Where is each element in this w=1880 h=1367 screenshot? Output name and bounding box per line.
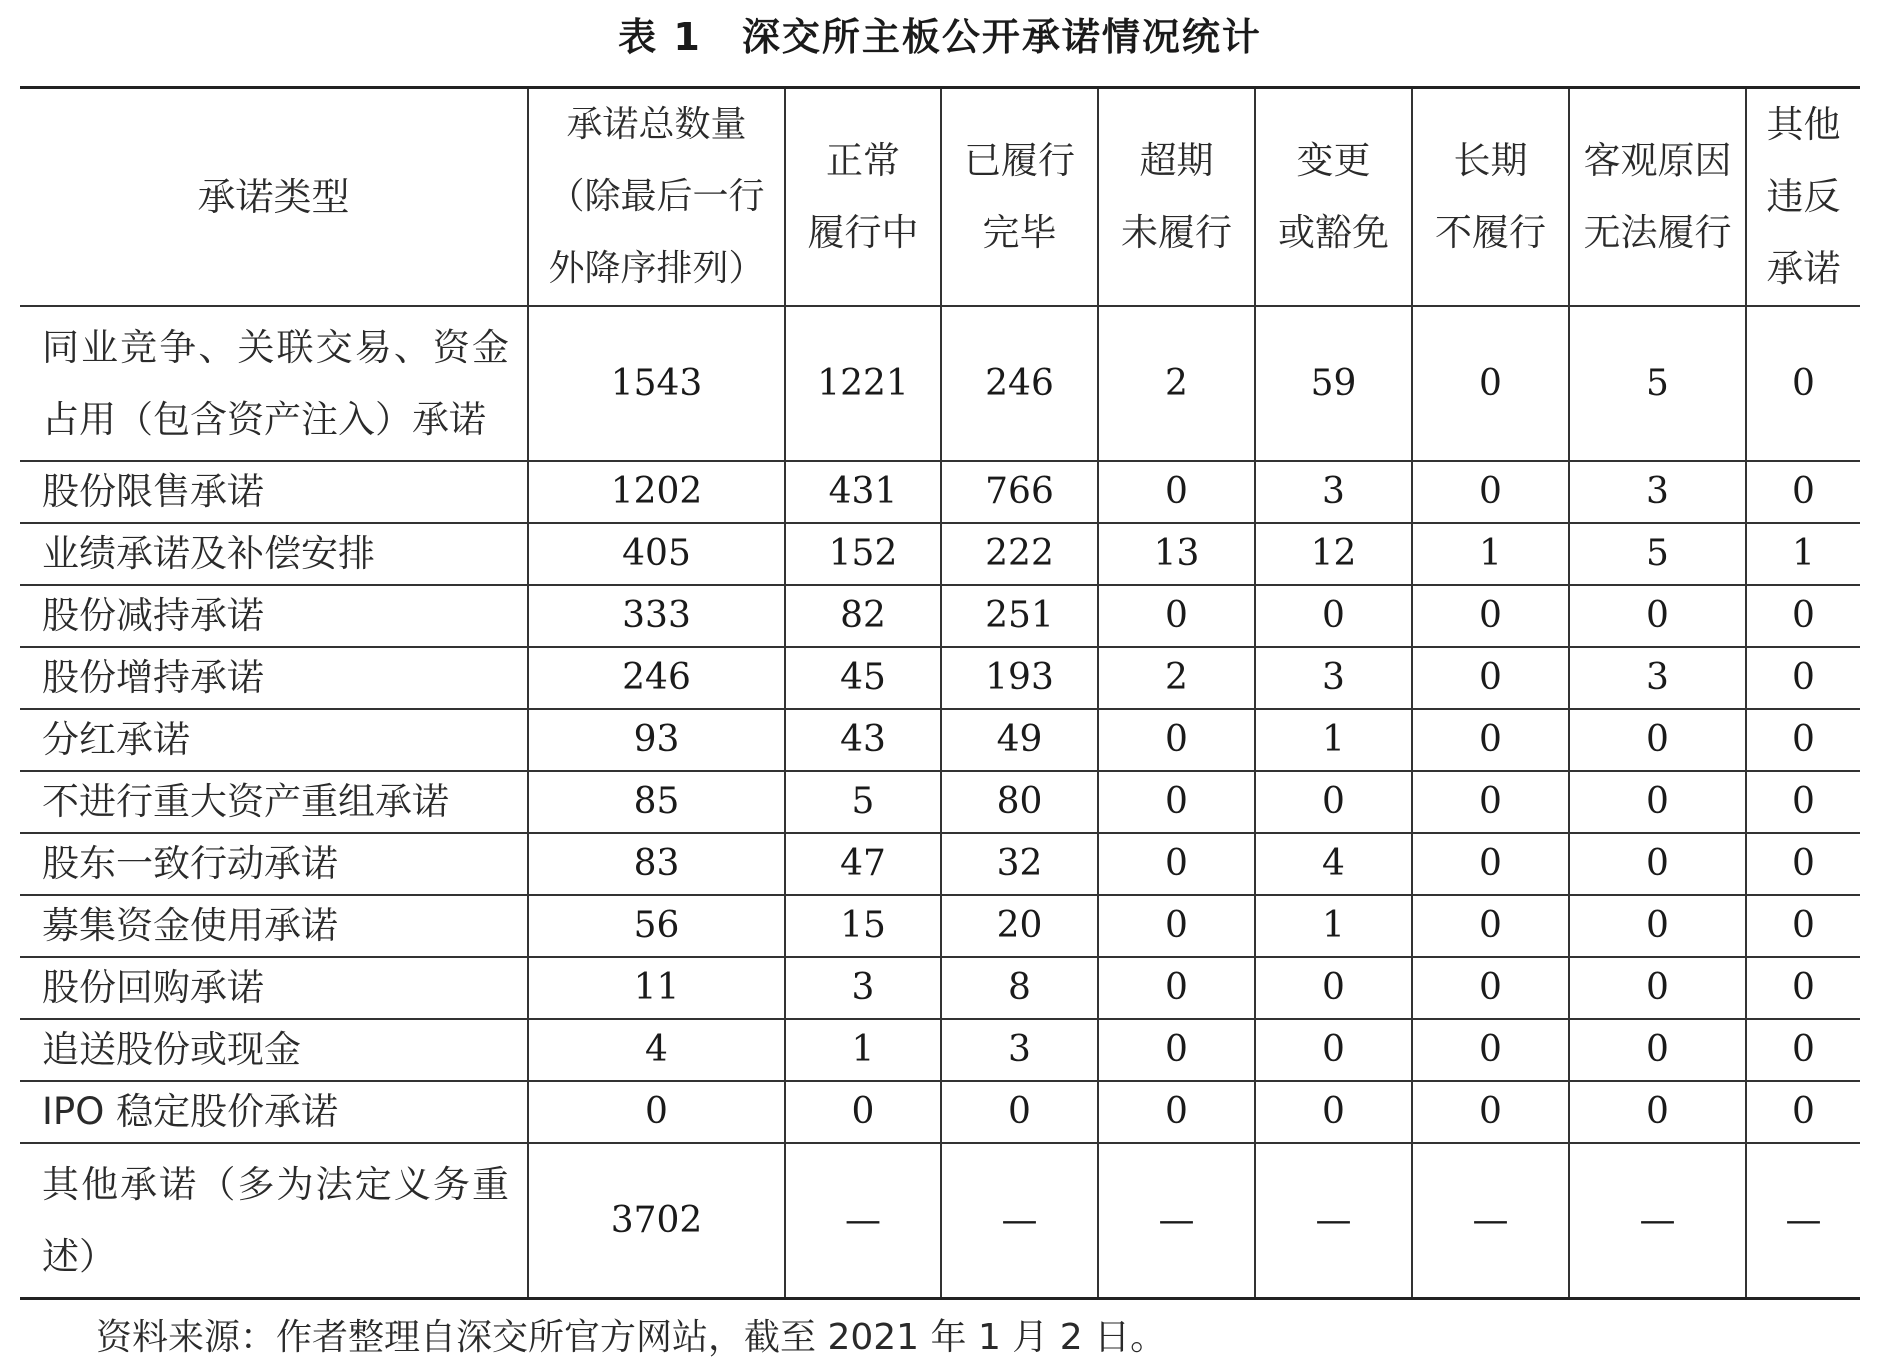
value-cell: 93 [528,709,785,771]
value-cell: 0 [1569,1019,1746,1081]
value-cell: 47 [785,833,941,895]
value-cell: 0 [1255,771,1412,833]
table-row [20,523,1860,585]
table-row [20,585,1860,647]
table-title [0,8,1880,66]
value-cell: 0 [1255,957,1412,1019]
value-cell: 2 [1098,306,1255,461]
value-cell: 0 [1746,585,1860,647]
table-row [20,771,1860,833]
value-cell: 4 [1255,833,1412,895]
table-row [20,1019,1860,1081]
value-cell: 0 [1746,957,1860,1019]
header-objective-reasons: 客观原因 无法履行 [1569,88,1746,307]
value-cell: 0 [1098,585,1255,647]
commitment-type-cell: 分红承诺 [20,709,528,771]
value-cell: 0 [1098,1081,1255,1143]
value-cell: 0 [1412,957,1569,1019]
value-cell: 0 [528,1081,785,1143]
header-long-term-unfulfilled: 长期 不履行 [1412,88,1569,307]
value-cell: 1543 [528,306,785,461]
table-number: 表 1 [618,15,702,59]
value-cell: 0 [785,1081,941,1143]
value-cell: 59 [1255,306,1412,461]
value-cell: 13 [1098,523,1255,585]
value-cell: 0 [1412,585,1569,647]
value-cell: 4 [528,1019,785,1081]
value-cell: 3 [941,1019,1098,1081]
value-cell: 0 [1098,771,1255,833]
value-cell: 0 [1746,709,1860,771]
value-cell: — [1746,1143,1860,1299]
value-cell: 5 [785,771,941,833]
value-cell: 5 [1569,523,1746,585]
table-row [20,306,1860,461]
value-cell: 3702 [528,1143,785,1299]
value-cell: 193 [941,647,1098,709]
value-cell: 0 [1098,895,1255,957]
value-cell: 56 [528,895,785,957]
value-cell: 0 [1746,895,1860,957]
commitment-stats-table [20,86,1860,1300]
value-cell: 405 [528,523,785,585]
header-commitment-type: 承诺类型 [20,88,528,307]
value-cell: 43 [785,709,941,771]
commitment-type-cell: 业绩承诺及补偿安排 [20,523,528,585]
commitment-type-cell: 股份增持承诺 [20,647,528,709]
commitment-type-cell: 同业竞争、关联交易、资金占用（包含资产注入）承诺 [20,306,528,461]
commitment-type-cell: 不进行重大资产重组承诺 [20,771,528,833]
value-cell: 0 [1569,771,1746,833]
table-row [20,1143,1860,1299]
value-cell: 431 [785,461,941,523]
header-row [20,88,1860,307]
value-cell: 8 [941,957,1098,1019]
value-cell: 0 [1569,895,1746,957]
value-cell: 20 [941,895,1098,957]
value-cell: — [1098,1143,1255,1299]
value-cell: 11 [528,957,785,1019]
value-cell: 1221 [785,306,941,461]
value-cell: 0 [1412,709,1569,771]
value-cell: 5 [1569,306,1746,461]
value-cell: 0 [1412,461,1569,523]
value-cell: 0 [1255,1081,1412,1143]
source-note: 资料来源：作者整理自深交所官方网站，截至 2021 年 1 月 2 日。 [96,1317,1167,1358]
value-cell: 1202 [528,461,785,523]
value-cell: 3 [1255,461,1412,523]
value-cell: 15 [785,895,941,957]
commitment-type-cell: 股东一致行动承诺 [20,833,528,895]
commitment-type-cell: 股份回购承诺 [20,957,528,1019]
value-cell: 0 [1746,1019,1860,1081]
header-changed-or-exempted: 变更 或豁免 [1255,88,1412,307]
value-cell: 12 [1255,523,1412,585]
value-cell: 3 [1569,647,1746,709]
value-cell: 0 [1255,1019,1412,1081]
commitment-type-cell: 其他承诺（多为法定义务重述） [20,1143,528,1299]
value-cell: 45 [785,647,941,709]
value-cell: 1 [785,1019,941,1081]
value-cell: 0 [1098,833,1255,895]
commitment-type-cell: IPO 稳定股价承诺 [20,1081,528,1143]
table-row [20,709,1860,771]
value-cell: 0 [1746,771,1860,833]
table-row [20,895,1860,957]
value-cell: 152 [785,523,941,585]
value-cell: 0 [1746,1081,1860,1143]
header-in-progress: 正常 履行中 [785,88,941,307]
value-cell: 0 [1569,709,1746,771]
value-cell: — [941,1143,1098,1299]
header-completed: 已履行 完毕 [941,88,1098,307]
value-cell: 0 [1412,771,1569,833]
value-cell: 0 [1412,1019,1569,1081]
value-cell: — [785,1143,941,1299]
value-cell: 0 [1412,895,1569,957]
table-row [20,647,1860,709]
value-cell: 83 [528,833,785,895]
value-cell: 246 [941,306,1098,461]
table-row [20,833,1860,895]
table-row [20,461,1860,523]
table-row [20,957,1860,1019]
value-cell: — [1255,1143,1412,1299]
value-cell: 0 [1569,957,1746,1019]
table-body [20,306,1860,1299]
value-cell: 1 [1255,709,1412,771]
value-cell: — [1569,1143,1746,1299]
value-cell: 0 [1412,833,1569,895]
value-cell: 0 [1746,306,1860,461]
value-cell: 2 [1098,647,1255,709]
value-cell: 766 [941,461,1098,523]
value-cell: 0 [1412,306,1569,461]
table-row [20,1081,1860,1143]
value-cell: 0 [1569,833,1746,895]
value-cell: 1 [1412,523,1569,585]
value-cell: 0 [1569,585,1746,647]
value-cell: 0 [1098,461,1255,523]
value-cell: 1 [1746,523,1860,585]
value-cell: 80 [941,771,1098,833]
value-cell: 0 [1746,647,1860,709]
commitment-type-cell: 募集资金使用承诺 [20,895,528,957]
commitment-type-cell: 股份减持承诺 [20,585,528,647]
value-cell: 3 [785,957,941,1019]
value-cell: 49 [941,709,1098,771]
value-cell: 0 [1569,1081,1746,1143]
value-cell: 0 [1412,647,1569,709]
table-caption: 深交所主板公开承诺情况统计 [741,15,1262,59]
value-cell: 1 [1255,895,1412,957]
commitment-type-cell: 股份限售承诺 [20,461,528,523]
value-cell: 0 [1098,1019,1255,1081]
value-cell: 0 [1412,1081,1569,1143]
value-cell: 333 [528,585,785,647]
value-cell: 32 [941,833,1098,895]
value-cell: 246 [528,647,785,709]
value-cell: 82 [785,585,941,647]
value-cell: 0 [1255,585,1412,647]
value-cell: 3 [1255,647,1412,709]
header-other-violations: 其他 违反 承诺 [1746,88,1860,307]
value-cell: 0 [1098,957,1255,1019]
value-cell: 85 [528,771,785,833]
value-cell: 0 [1746,461,1860,523]
value-cell: 0 [1746,833,1860,895]
value-cell: 222 [941,523,1098,585]
value-cell: 0 [1098,709,1255,771]
header-overdue: 超期 未履行 [1098,88,1255,307]
commitment-type-cell: 追送股份或现金 [20,1019,528,1081]
value-cell: 3 [1569,461,1746,523]
value-cell: 251 [941,585,1098,647]
value-cell: — [1412,1143,1569,1299]
header-total-count: 承诺总数量 （除最后一行 外降序排列） [528,88,785,307]
value-cell: 0 [941,1081,1098,1143]
